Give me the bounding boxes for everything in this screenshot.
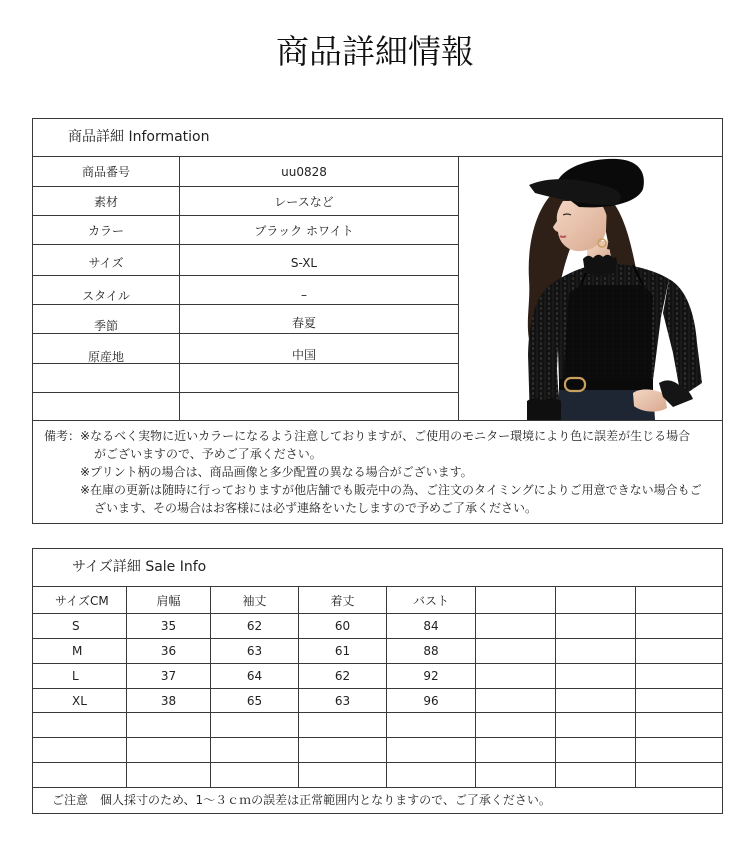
size-header-row xyxy=(33,587,722,614)
detail-row-material xyxy=(33,187,458,216)
size-cell xyxy=(556,614,636,638)
detail-value: S-XL xyxy=(290,255,318,270)
size-cell: 62 xyxy=(211,614,299,638)
size-detail-header: サイズ詳細 Sale Info xyxy=(33,549,722,587)
product-detail-body xyxy=(33,157,722,421)
size-cell xyxy=(636,738,722,762)
detail-label: 商品番号 xyxy=(33,157,180,186)
product-detail-header: 商品詳細 Information xyxy=(33,119,722,157)
size-cell: 63 xyxy=(299,689,387,712)
size-cell xyxy=(211,738,299,762)
size-cell xyxy=(387,763,476,787)
size-row xyxy=(33,614,722,639)
size-cell xyxy=(211,763,299,787)
size-cell: 61 xyxy=(299,639,387,663)
size-cell: L xyxy=(33,664,127,688)
size-cell xyxy=(636,614,722,638)
size-cell xyxy=(476,763,556,787)
detail-value: 中国 xyxy=(291,348,316,362)
size-column-header: 袖丈 xyxy=(211,587,299,613)
note-line: がございますので、予めご了承ください。 xyxy=(94,447,322,461)
size-row xyxy=(33,689,722,713)
size-cell: 65 xyxy=(211,689,299,712)
note-line: ※在庫の更新は随時に行っておりますが他店舗でも販売中の為、ご注文のタイミングによりご用意できない場合もご xyxy=(80,483,702,497)
page-title: 商品詳細情報 xyxy=(276,32,474,71)
size-cell: 38 xyxy=(127,689,211,712)
size-cell xyxy=(127,713,211,737)
detail-label: 季節 xyxy=(33,305,180,333)
detail-value: レースなど xyxy=(274,194,334,209)
size-table xyxy=(33,587,722,788)
detail-label: スタイル xyxy=(33,276,180,304)
size-column-header: サイズCM xyxy=(33,587,127,613)
note-line xyxy=(33,427,722,445)
note-text: ※なるべく実物に近いカラーになるよう注意しておりますが、ご使用のモニター環境により色に誤差が生じる場合 xyxy=(80,429,691,443)
size-cell: 63 xyxy=(211,639,299,663)
size-row xyxy=(33,639,722,664)
detail-row-size xyxy=(33,245,458,276)
size-cell: 92 xyxy=(387,664,476,688)
notes-section xyxy=(33,421,722,523)
size-cell xyxy=(556,713,636,737)
detail-row-season xyxy=(33,305,458,334)
size-measurement-note: ご注意 個人採寸のため、1〜３ｃｍの誤差は正常範囲内となりますので、ご了承ください。 xyxy=(52,793,551,807)
size-cell xyxy=(299,738,387,762)
size-detail-section xyxy=(32,548,723,814)
size-cell: 62 xyxy=(299,664,387,688)
detail-label: 原産地 xyxy=(33,334,180,363)
size-column-header: 肩幅 xyxy=(127,587,211,613)
product-photo xyxy=(459,157,722,420)
size-cell xyxy=(476,614,556,638)
size-row xyxy=(33,664,722,689)
detail-row-empty xyxy=(33,393,458,421)
size-cell: M xyxy=(33,639,127,663)
detail-value xyxy=(180,393,458,420)
size-cell xyxy=(636,763,722,787)
size-cell xyxy=(476,738,556,762)
size-cell xyxy=(299,763,387,787)
size-cell xyxy=(636,639,722,663)
size-cell xyxy=(476,689,556,712)
size-cell: 36 xyxy=(127,639,211,663)
detail-value: 春夏 xyxy=(291,316,316,330)
size-column-header: バスト xyxy=(387,587,476,613)
size-cell xyxy=(33,738,127,762)
detail-row-empty xyxy=(33,364,458,393)
detail-value: ブラック ホワイト xyxy=(254,223,354,238)
size-cell: 64 xyxy=(211,664,299,688)
size-cell xyxy=(476,713,556,737)
size-cell xyxy=(33,763,127,787)
size-cell: 35 xyxy=(127,614,211,638)
detail-row-item-number xyxy=(33,157,458,187)
size-cell xyxy=(127,738,211,762)
size-cell xyxy=(387,738,476,762)
size-cell: S xyxy=(33,614,127,638)
detail-value: uu0828 xyxy=(281,164,327,179)
size-row-empty xyxy=(33,713,722,738)
size-cell xyxy=(556,763,636,787)
detail-value: – xyxy=(301,287,307,302)
size-cell: 88 xyxy=(387,639,476,663)
detail-label: サイズ xyxy=(33,245,180,275)
product-photo-cell xyxy=(458,157,722,421)
size-cell xyxy=(476,664,556,688)
size-row-empty xyxy=(33,763,722,788)
product-detail-section xyxy=(32,118,723,524)
size-cell: 60 xyxy=(299,614,387,638)
detail-row-color xyxy=(33,216,458,245)
product-detail-table xyxy=(33,157,458,421)
note-line: ※プリント柄の場合は、商品画像と多少配置の異なる場合がございます。 xyxy=(80,465,473,479)
size-cell xyxy=(556,639,636,663)
size-cell xyxy=(476,639,556,663)
size-cell xyxy=(556,689,636,712)
size-column-header xyxy=(636,587,722,613)
size-cell xyxy=(636,713,722,737)
size-column-header xyxy=(556,587,636,613)
size-cell xyxy=(127,763,211,787)
detail-row-style xyxy=(33,276,458,305)
size-cell: 37 xyxy=(127,664,211,688)
detail-value xyxy=(180,364,458,392)
notes-label: 備考： xyxy=(44,429,81,443)
detail-label: カラー xyxy=(33,216,180,244)
size-cell xyxy=(636,689,722,712)
detail-row-origin xyxy=(33,334,458,364)
size-cell xyxy=(636,664,722,688)
size-cell xyxy=(556,738,636,762)
size-column-header: 着丈 xyxy=(299,587,387,613)
note-line: ざいます、その場合はお客様には必ず連絡をいたしますので予めご了承ください。 xyxy=(94,501,538,515)
size-cell xyxy=(387,713,476,737)
size-cell xyxy=(33,713,127,737)
size-cell xyxy=(211,713,299,737)
size-cell: 84 xyxy=(387,614,476,638)
size-cell xyxy=(556,664,636,688)
size-cell xyxy=(299,713,387,737)
size-column-header xyxy=(476,587,556,613)
size-cell: XL xyxy=(33,689,127,712)
detail-label xyxy=(33,393,180,420)
size-row-empty xyxy=(33,738,722,763)
size-cell: 96 xyxy=(387,689,476,712)
detail-label: 素材 xyxy=(33,187,180,215)
detail-label xyxy=(33,364,180,392)
